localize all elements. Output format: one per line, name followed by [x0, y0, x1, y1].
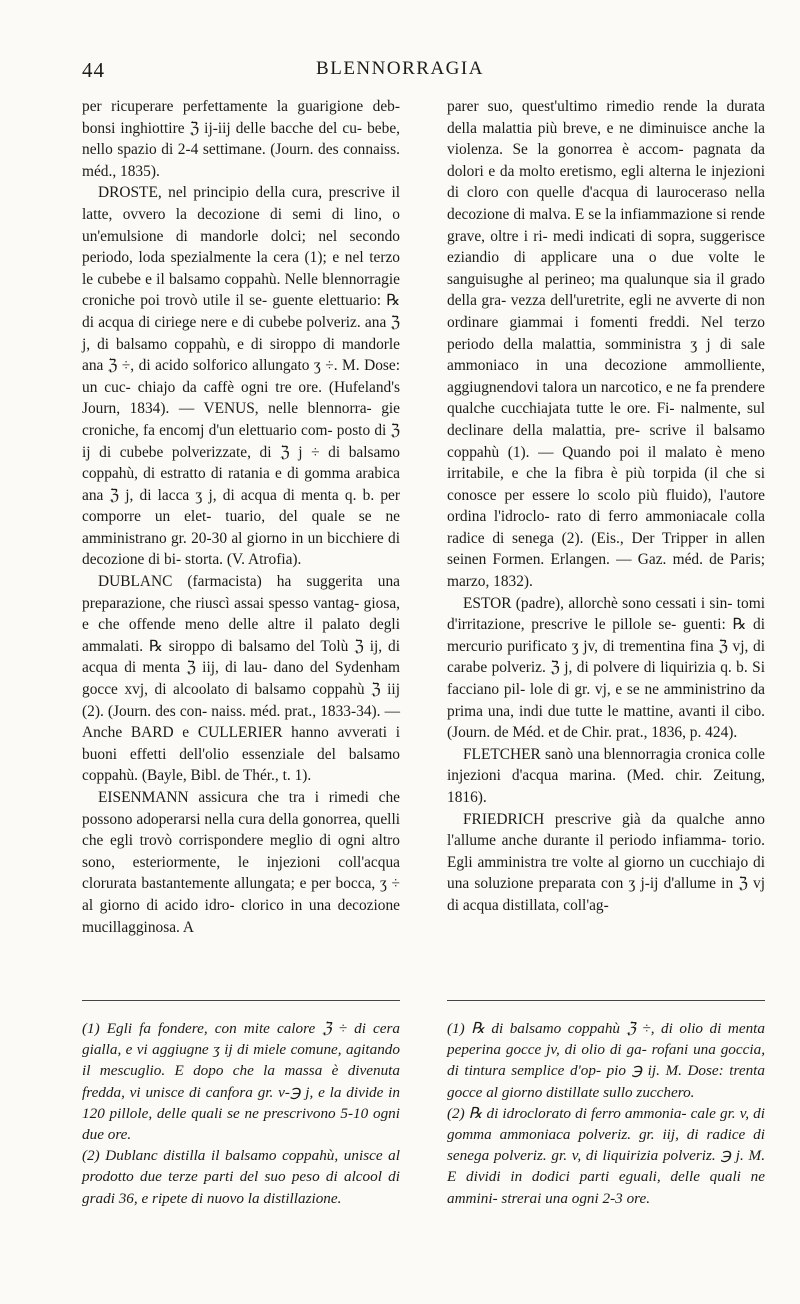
- footnote-2-right: (2) ℞ di idroclorato di ferro ammonia- cale gr. v, di gomma ammoniaca polveriz. gr. iij, di radice di senega polveriz. gr. v, di liquirizia polveriz. ℈ j. M. E dividi in dodici parti eguali, delle quali ne ammini- strerai una ogni 2-3 ore.: [447, 1104, 765, 1207]
- running-head: BLENNORRAGIA: [316, 58, 484, 79]
- right-column: [447, 96, 765, 917]
- paragraph-continuation: per ricuperare perfettamente la guarigione deb- bonsi inghiottire ℨ ij-iij delle bacche del cu- bebe, nello spazio di 2-4 settimane. (Journ. des connaiss. méd., 1835).: [82, 98, 400, 180]
- page-header: [82, 58, 718, 90]
- footnote-divider-left: [82, 1000, 400, 1001]
- entry-estor: ESTOR (padre), allorchè sono cessati i sin- tomi d'irritazione, prescrive le pillole se- guenti: ℞ di mercurio purificato ʒ jv, di trementina fina ℨ vj, di carabe polveriz. ℨ j, di polvere di liquirizia q. b. Si facciano pil- lole di gr. vj, e se ne amministrino da prima una, indi due tutte le mattine, avanti il cibo. (Journ. de Méd. et de Chir. prat., 1836, p. 424).: [447, 594, 765, 742]
- entry-dublanc: DUBLANC (farmacista) ha suggerita una preparazione, che riuscì assai spesso vantag- giosa, e che offende meno delle altre il palato degli ammalati. ℞ siroppo di balsamo del Tolù ℨ ij, di acqua di menta ℨ iij, di lau- dano del Sydenham gocce xvj, di alcoolato di balsamo coppahù ℨ iij (2). (Journ. des con- naiss. méd. prat., 1833-34). — Anche BARD e CULLERIER hanno avverati i buoni effetti dell'olio essenziale del balsamo coppahù. (Bayle, Bibl. de Thér., t. 1).: [82, 573, 400, 785]
- entry-droste: DROSTE, nel principio della cura, prescrive il latte, ovvero la decozione di semi di lino, o un'emulsione di mandorle dolci; nel secondo periodo, loda spezialmente la cera (1); e nel terzo le cubebe e il balsamo coppahù. Nelle blennorragie croniche poi trovò utile il se- guente elettuario: ℞ di acqua di ciriege nere e di cubebe polveriz. ana ℨ j, di balsamo coppahù, e di siroppo di mandorle ana ℨ ÷, di acido solforico allungato ʒ ÷. M. Dose: un cuc- chiajo da caffè ogni tre ore. (Hufeland's Journ, 1834). — VENUS, nelle blennorra- gie croniche, fa encomj d'un elettuario com- posto di ℨ ij di cubebe polverizzate, di ℨ j ÷ di balsamo coppahù, di estratto di ratania e di gomma arabica ana ℨ j, di lacca ʒ j, di acqua di menta q. b. per comporre un elet- tuario, del quale se ne amministrano gr. 20-30 al giorno in un bicchiere di decozione di bi- storta. (V. Atrofia).: [82, 184, 400, 569]
- footnote-1-left: (1) Egli fa fondere, con mite calore ℨ ÷ di cera gialla, e vi aggiugne ʒ ij di miele comune, agitando il mescuglio. E dopo che la massa è divenuta fredda, vi unisce di canfora gr. v-℈ j, e la divide in 120 pillole, delle quali se ne prescrivono 5-10 ogni due ore.: [82, 1020, 400, 1144]
- footnote-2-left: (2) Dublanc distilla il balsamo coppahù, unisce al prodotto due terze parti del suo peso di alcool di gradi 36, e ripete di nuovo la distillazione.: [82, 1147, 400, 1207]
- entry-friedrich: FRIEDRICH prescrive già da qualche anno l'allume anche durante il periodo infiamma- torio. Egli amministra tre volte al giorno un cucchiajo di una soluzione preparata con ʒ j-ij d'allume in ℨ vj di acqua distillata, coll'ag-: [447, 810, 765, 914]
- page-number: 44: [82, 58, 105, 82]
- footnote-1-right: (1) ℞ di balsamo coppahù ℨ ÷, di olio di menta peperina gocce jv, di olio di ga- rofani una goccia, di tintura semplice d'op- pio ℈ ij. M. Dose: trenta gocce al giorno distillate sullo zucchero.: [447, 1020, 765, 1101]
- paragraph-eisenmann-cont: parer suo, quest'ultimo rimedio rende la durata della malattia più breve, e ne diminuisce anche la violenza. Se la gonorrea è accom- pagnata da dolori e da molto eretismo, egli alterna le injezioni di cloro con quelle d'acqua di lauroceraso nella decozione di malva. E se la infiammazione si rende grave, oltre i ri- medi indicati di sopra, suggerisce eziandio di applicare una o due volte le sanguisughe al perineo; ma qualunque sia il grado della gra- vezza dell'uretrite, egli ne avverte di non ordinare giammai i fomenti freddi. Nel terzo periodo della malattia, somministra ʒ j di sale ammoniaco in una decozione ammolliente, aggiugnendovi talora un narcotico, e ne fa prendere qualche cucchiajata tutte le ore. Fi- nalmente, sul declinare della malattia, pre- scrive il balsamo coppahù (1). — Quando poi il malato è meno irritabile, e che la fibra è più torpida (il che si conosce per essere lo scolo più fluido), l'autore ordina l'idroclo- rato di ferro ammoniacale colla radice di senega (2). (Eis., Der Tripper in allen seinen Formen. Erlangen. — Gaz. méd. de Paris; marzo, 1832).: [447, 98, 765, 591]
- entry-eisenmann: EISENMANN assicura che tra i rimedi che possono adoperarsi nella cura della gonorrea, quelli che egli trovò corrispondere meglio di ogni altro sono, esteriormente, le injezioni coll'acqua clorurata bastantemente allungata; e per bocca, ʒ ÷ al giorno di acido idro- clorico in una decozione mucillagginosa. A: [82, 789, 400, 936]
- footnotes-left: [82, 1018, 400, 1209]
- left-column: [82, 96, 400, 938]
- footnote-divider-right: [447, 1000, 765, 1001]
- entry-fletcher: FLETCHER sanò una blennorragia cronica colle injezioni d'acqua marina. (Med. chir. Zeitung, 1816).: [447, 745, 765, 806]
- footnotes-right: [447, 1018, 765, 1209]
